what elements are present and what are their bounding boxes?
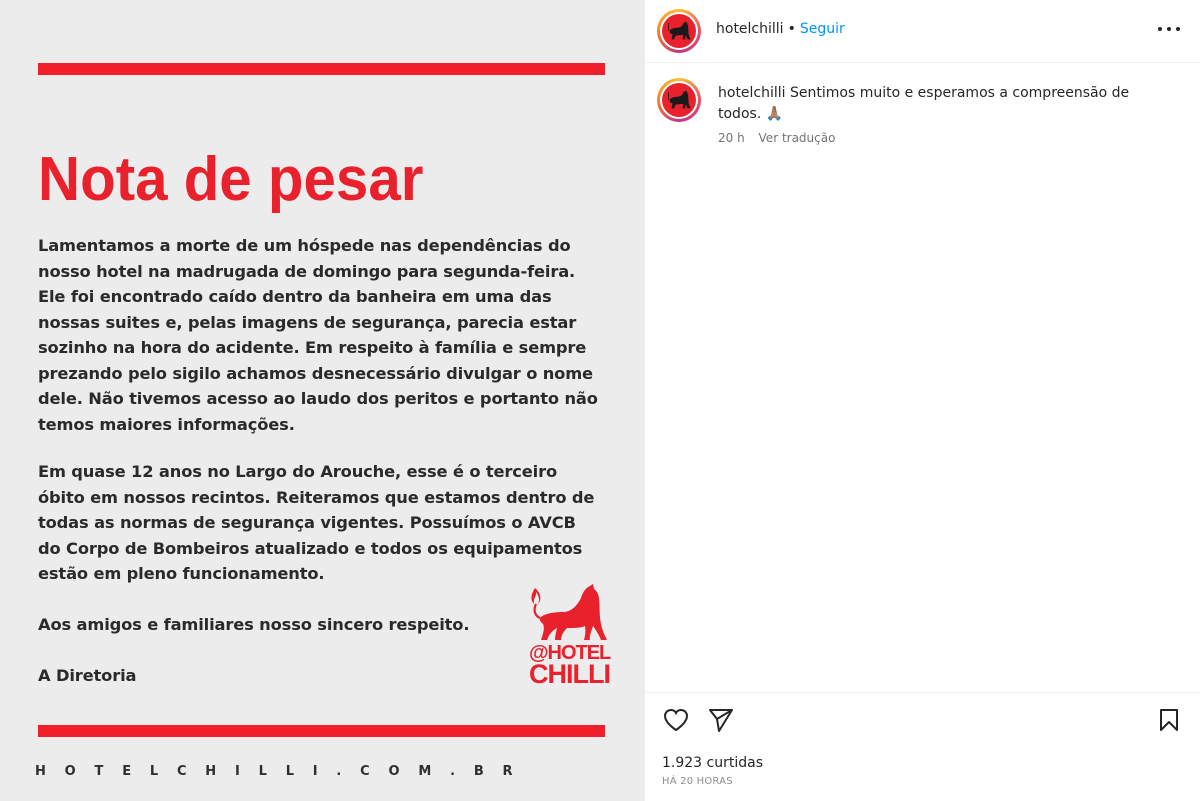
text-line: Em quase 12 anos no Largo do Arouche, esse é o terceiro: [38, 462, 558, 481]
paragraph-2: [38, 459, 618, 587]
follow-button[interactable]: Seguir: [799, 21, 845, 37]
more-horizontal-icon: [1158, 27, 1162, 31]
text-line: todas as normas de segurança vigentes. Possuímos o AVCB: [38, 513, 576, 532]
share-button[interactable]: [706, 705, 736, 735]
top-red-bar: [38, 63, 605, 75]
see-translation-button[interactable]: Ver tradução: [758, 131, 836, 145]
note-title: Nota de pesar: [38, 145, 424, 214]
caption-body: Sentimos muito e esperamos a compreensão de todos. 🙏🏽: [718, 85, 1130, 122]
post-timestamp: HÁ 20 HORAS: [662, 776, 733, 787]
username-link[interactable]: hotelchilli: [716, 21, 784, 37]
send-icon: [708, 708, 734, 732]
text-line: nossas suites e, pelas imagens de segurança, parecia estar: [38, 312, 577, 332]
caption-avatar[interactable]: [657, 78, 701, 122]
action-bar: [645, 705, 1200, 739]
caption-text: [718, 83, 1148, 125]
caption-age: 20 h: [718, 131, 745, 145]
paragraph-1: [38, 233, 618, 437]
bottom-red-bar: [38, 725, 605, 737]
bookmark-icon: [1158, 708, 1180, 732]
save-button[interactable]: [1154, 705, 1184, 735]
divider: [645, 692, 1200, 693]
text-line: sozinho na hora do acidente. Em respeito à família e sempre: [38, 338, 587, 357]
logo-name: CHILLI: [529, 659, 610, 689]
text-line: Lamentamos a morte de um hóspede nas dependências do: [38, 236, 571, 255]
more-options-button[interactable]: [1158, 20, 1180, 38]
website-url: HOTELCHILLI.COM.BR: [35, 764, 532, 779]
heart-icon: [663, 708, 689, 732]
tiger-icon: [527, 584, 607, 644]
tiger-icon: [667, 90, 691, 110]
hotel-chilli-logo: [527, 584, 611, 689]
text-line: prezando pelo sigilo achamos desnecessário divulgar o nome: [38, 363, 593, 383]
likes-count[interactable]: 1.923 curtidas: [662, 755, 763, 771]
text-line: do Corpo de Bombeiros atualizado e todos os equipamentos: [38, 538, 583, 558]
separator-dot: •: [787, 21, 796, 37]
text-line: Ele foi encontrado caído dentro da banheira em uma das: [38, 287, 552, 306]
username-row: [716, 20, 845, 38]
caption-username[interactable]: hotelchilli: [718, 85, 786, 101]
logo-handle: @HOTEL: [529, 642, 611, 664]
post-header: [645, 0, 1200, 63]
text-line: A Diretoria: [38, 666, 137, 685]
caption-meta: [718, 131, 835, 145]
text-line: temos maiores informações.: [38, 414, 295, 434]
text-line: óbito em nossos recintos. Reiteramos que estamos dentro de: [38, 487, 595, 507]
tiger-icon: [667, 21, 691, 41]
text-line: estão em pleno funcionamento.: [38, 564, 325, 583]
post-sidebar: [645, 0, 1200, 801]
text-line: dele. Não tivemos acesso ao laudo dos peritos e portanto não: [38, 389, 598, 408]
like-button[interactable]: [661, 705, 691, 735]
avatar[interactable]: [657, 9, 701, 53]
text-line: nosso hotel na madrugada de domingo para segunda-feira.: [38, 261, 576, 281]
text-line: Aos amigos e familiares nosso sincero respeito.: [38, 615, 470, 634]
